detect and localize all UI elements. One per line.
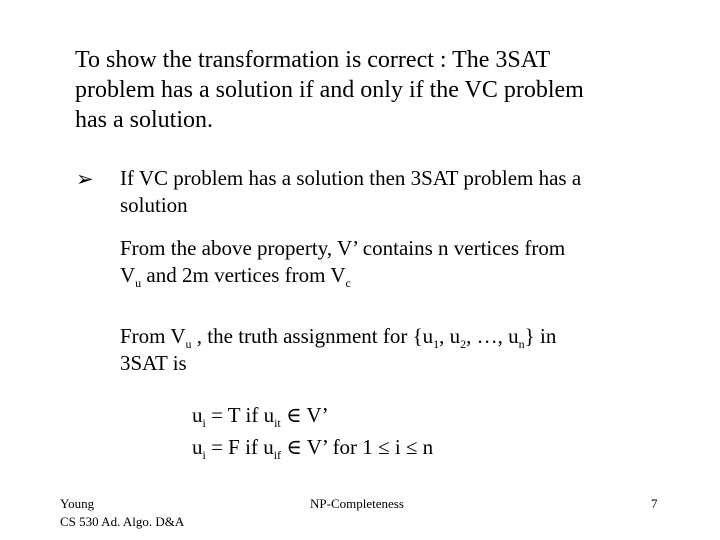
text-run: , the truth assignment for {u (191, 324, 434, 348)
text-run: From V (120, 324, 186, 348)
intro-text (75, 45, 584, 135)
arrow-bullet-icon: ➢ (76, 167, 94, 191)
text-run: , …, u (466, 324, 519, 348)
truth-assignment-paragraph (120, 323, 556, 377)
paragraph-line-1 (120, 323, 556, 350)
subscript: i (202, 448, 206, 462)
subscript: n (518, 337, 525, 351)
subscript: u (185, 337, 192, 351)
text-run: and 2m vertices from V (141, 263, 346, 287)
text-run: , u (439, 324, 461, 348)
intro-line-1: To show the transformation is correct : The 3SAT (75, 47, 551, 73)
bullet-text (120, 165, 581, 219)
bullet-line-2: solution (120, 193, 188, 217)
text-run: } in (524, 324, 557, 348)
text-run: ∈ V’ for 1 ≤ i ≤ n (281, 435, 434, 459)
subscript: 1 (433, 337, 440, 351)
text-run: ∈ V’ (280, 403, 329, 427)
page-number: 7 (651, 496, 658, 511)
intro-line-2: problem has a solution if and only if the VC problem (75, 77, 584, 103)
text-run: u (192, 403, 203, 427)
subscript: i (202, 416, 206, 430)
text-run: = T if u (205, 403, 275, 427)
intro-line-3: has a solution. (75, 107, 213, 133)
paragraph-line-1: From the above property, V’ contains n vertices from (120, 236, 566, 260)
footer-course: CS 530 Ad. Algo. D&A (60, 514, 185, 529)
subscript: it (274, 416, 281, 430)
text-run: = F if u (205, 435, 274, 459)
footer-author: Young (60, 496, 95, 511)
formula-true (192, 402, 329, 429)
subscript: c (345, 276, 351, 290)
paragraph-line-2 (120, 262, 565, 289)
text-run: V (120, 263, 136, 287)
footer-topic: NP-Completeness (310, 496, 404, 511)
subscript: 2 (460, 337, 467, 351)
footer-author-block (60, 495, 184, 531)
formula-false (192, 434, 433, 461)
text-run: u (192, 435, 203, 459)
vertex-property-paragraph (120, 235, 565, 289)
subscript: if (273, 448, 282, 462)
bullet-line-1: If VC problem has a solution then 3SAT problem has a (120, 166, 582, 190)
paragraph-line-2: 3SAT is (120, 351, 187, 375)
subscript: u (135, 276, 142, 290)
